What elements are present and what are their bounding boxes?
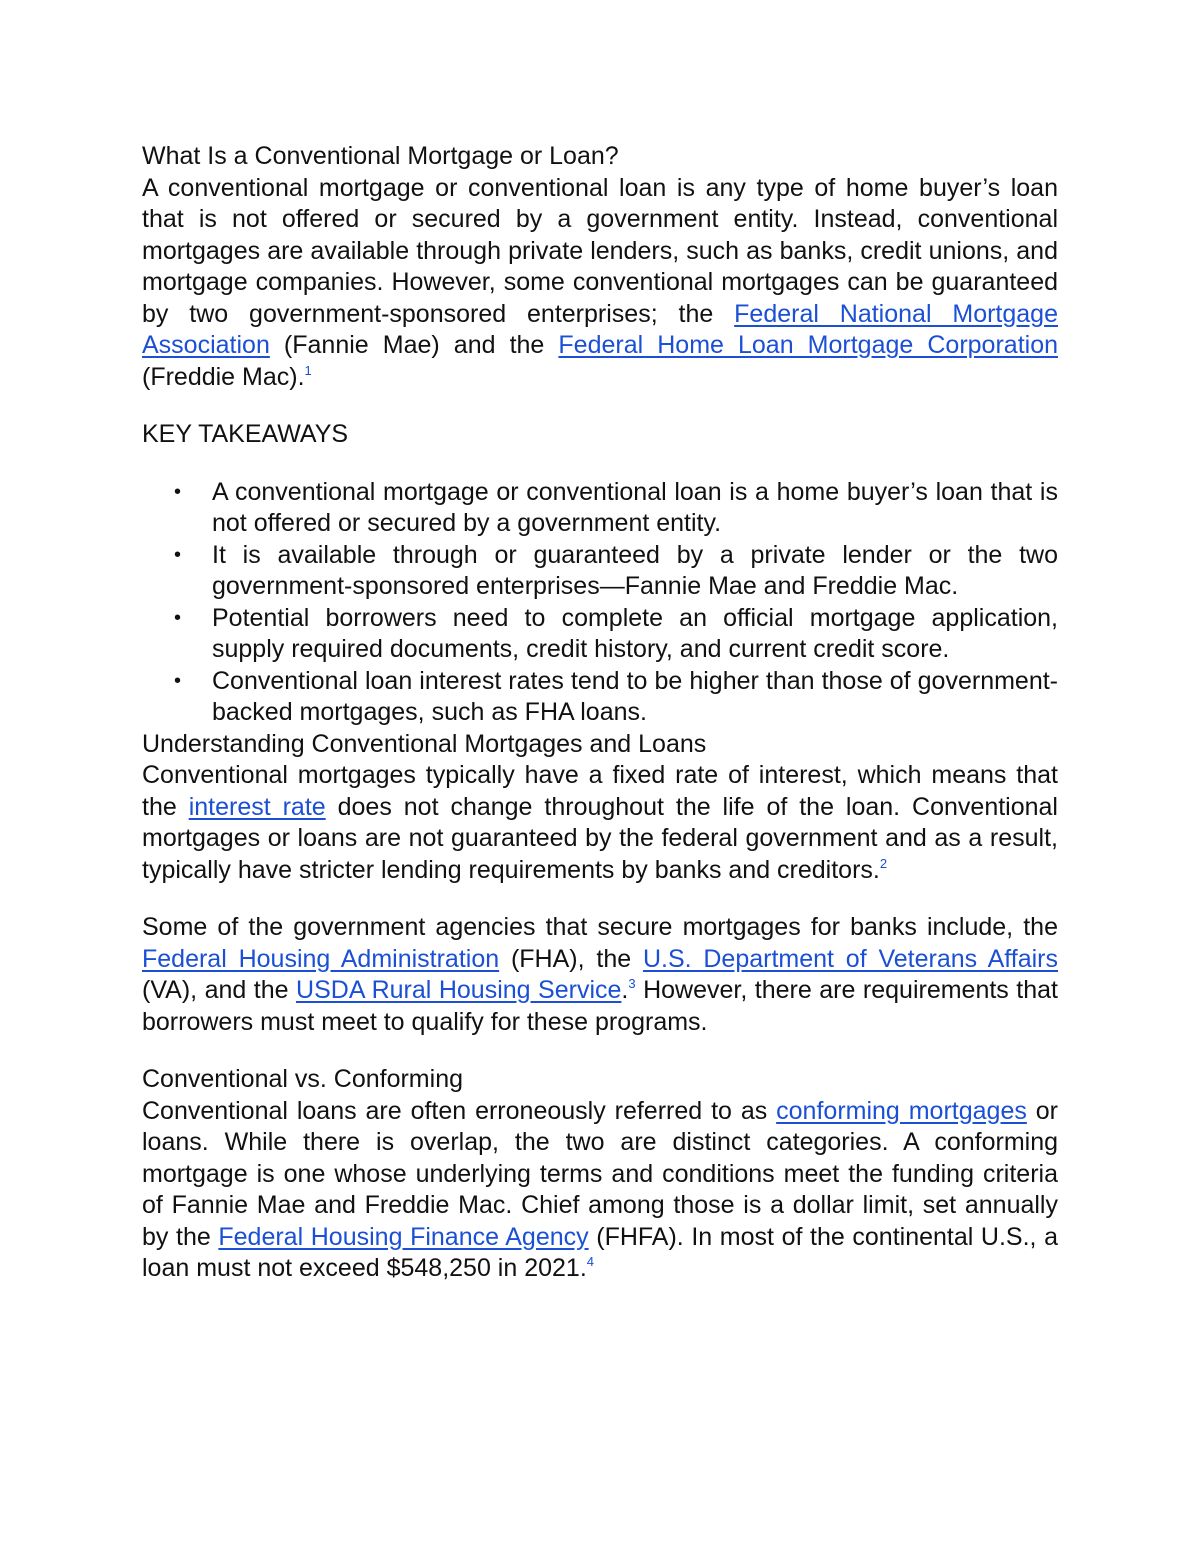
list-item xyxy=(174,666,1058,729)
footnote-ref-2[interactable]: 2 xyxy=(879,855,888,871)
text-run: or loans. While there is overlap, the two are distinct categories. A conforming mortgage is one whose underlying terms and conditions meet the funding criteria of Fannie Mae and Freddie Mac. Chief among those is a dollar limit, set annually by the xyxy=(142,1096,1058,1251)
footnote-ref-4[interactable]: 4 xyxy=(586,1254,595,1269)
link-freddie-mac[interactable]: Federal Home Loan Mortgage Corporation xyxy=(558,331,1058,359)
list-item-text: Potential borrowers need to complete an official mortgage application, supply required documents, credit history, and current credit score. xyxy=(212,603,1058,663)
link-fannie-mae[interactable]: Federal National Mortgage Association xyxy=(142,299,1058,359)
section-title-conventional-vs-conforming: Conventional vs. Conforming xyxy=(142,1065,463,1093)
list-item xyxy=(174,477,1058,540)
link-usda-rural-housing[interactable]: USDA Rural Housing Service xyxy=(296,976,622,1004)
text-run: A conventional mortgage or conventional loan is any type of home buyer’s loan that is not offered or secured by a government entity. Instead, conventional mortgages are available through private lenders, such as banks, credit unions, and mortgage companies. However, some conventional mortgages can be guaranteed by two government-sponsored enterprises; the xyxy=(142,173,1058,328)
paragraph-conforming xyxy=(142,1096,1058,1285)
text-run: Conventional mortgages typically have a fixed rate of interest, which means that the xyxy=(142,761,1058,821)
list-item-text: It is available through or guaranteed by a private lender or the two government-sponsored enterprises—Fannie Mae and Freddie Mac. xyxy=(212,540,1058,600)
link-veterans-affairs[interactable]: U.S. Department of Veterans Affairs xyxy=(642,944,1058,973)
spacer xyxy=(142,886,1058,912)
text-run: (FHA), the xyxy=(499,944,643,973)
list-item-text: A conventional mortgage or conventional loan is a home buyer’s loan that is not offered or secured by a government entity. xyxy=(212,477,1058,537)
paragraph-government-agencies xyxy=(142,912,1058,1038)
text-run: (FHFA). In most of the continental U.S., a loan must not exceed $548,250 in 2021. xyxy=(142,1222,1058,1282)
key-takeaways-title: KEY TAKEAWAYS xyxy=(142,420,349,448)
spacer xyxy=(142,393,1058,419)
link-conforming-mortgages[interactable]: conforming mortgages xyxy=(776,1096,1027,1125)
list-item xyxy=(174,540,1058,603)
bullet-icon: • xyxy=(174,480,182,503)
text-run: does not change throughout the life of the loan. Conventional mortgages or loans are not guaranteed by the federal government and as a result, typically have stricter lending requirements by banks and creditors. xyxy=(142,792,1058,884)
footnote-ref-3[interactable]: 3 xyxy=(628,976,636,991)
paragraph-definition xyxy=(142,173,1058,394)
bullet-icon: • xyxy=(174,543,182,566)
bullet-icon: • xyxy=(174,606,182,629)
text-run: Some of the government agencies that secure mortgages for banks include, the xyxy=(142,913,1058,941)
section-title-conventional-mortgage: What Is a Conventional Mortgage or Loan? xyxy=(142,142,619,170)
text-run: However, there are requirements that borrowers must meet to qualify for these programs. xyxy=(142,976,1058,1036)
section-title-understanding: Understanding Conventional Mortgages and Loans xyxy=(142,729,707,758)
spacer xyxy=(142,451,1058,477)
list-item-text: Conventional loan interest rates tend to be higher than those of government-backed mortgages, such as FHA loans. xyxy=(212,666,1058,726)
text-run: Conventional loans are often erroneously referred to as xyxy=(142,1096,777,1125)
text-run: (Freddie Mac). xyxy=(142,362,305,391)
text-run: . xyxy=(621,976,629,1004)
link-fhfa[interactable]: Federal Housing Finance Agency xyxy=(218,1222,589,1251)
list-item xyxy=(174,603,1058,666)
text-run: (Fannie Mae) and the xyxy=(269,331,559,359)
bullet-icon: • xyxy=(174,669,182,692)
key-takeaways-list xyxy=(142,477,1058,729)
link-interest-rate[interactable]: interest rate xyxy=(188,792,326,821)
paragraph-fixed-rate xyxy=(142,760,1058,886)
document-page xyxy=(142,141,1058,1285)
spacer xyxy=(142,1038,1058,1064)
link-fha[interactable]: Federal Housing Administration xyxy=(142,944,500,973)
text-run: (VA), and the xyxy=(142,976,297,1004)
footnote-ref-1[interactable]: 1 xyxy=(304,362,312,378)
